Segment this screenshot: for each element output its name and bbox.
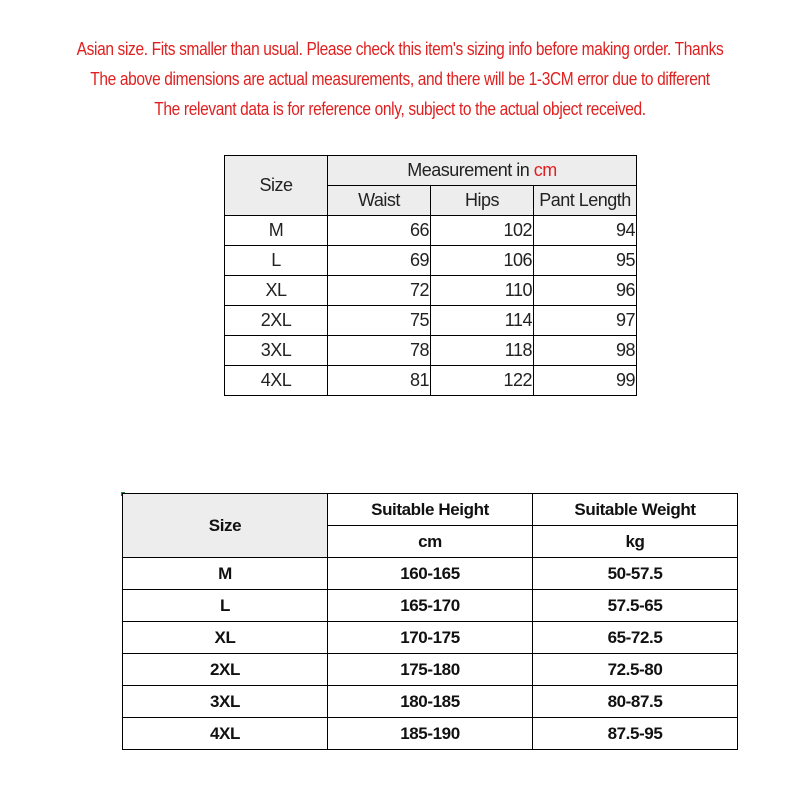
weight-cell: 72.5-80 (533, 654, 738, 686)
table-row (123, 686, 738, 718)
length-cell: 96 (534, 276, 637, 306)
hips-cell: 114 (431, 306, 534, 336)
table-row (123, 654, 738, 686)
length-cell: 94 (534, 216, 637, 246)
suitable-size-table (122, 493, 738, 750)
height-cell: 170-175 (328, 622, 533, 654)
waist-cell: 72 (328, 276, 431, 306)
size-cell: M (123, 558, 328, 590)
length-cell: 97 (534, 306, 637, 336)
weight-cell: 57.5-65 (533, 590, 738, 622)
suitable-weight-header: Suitable Weight (533, 494, 738, 526)
size-header: Size (123, 494, 328, 558)
table-row (225, 216, 637, 246)
length-cell: 98 (534, 336, 637, 366)
weight-cell: 80-87.5 (533, 686, 738, 718)
waist-cell: 81 (328, 366, 431, 396)
size-cell: L (225, 246, 328, 276)
size-cell: XL (225, 276, 328, 306)
size-cell: M (225, 216, 328, 246)
height-cell: 185-190 (328, 718, 533, 750)
height-unit: cm (328, 526, 533, 558)
hips-cell: 122 (431, 366, 534, 396)
size-cell: XL (123, 622, 328, 654)
table-row (225, 306, 637, 336)
table-header-row (123, 494, 738, 526)
length-cell: 95 (534, 246, 637, 276)
waist-cell: 69 (328, 246, 431, 276)
table-row (123, 622, 738, 654)
waist-cell: 75 (328, 306, 431, 336)
weight-cell: 65-72.5 (533, 622, 738, 654)
height-cell: 180-185 (328, 686, 533, 718)
note-reference-only: The relevant data is for reference only, subject to the actual object received. (154, 99, 646, 119)
table-header-row (225, 156, 637, 186)
weight-cell: 87.5-95 (533, 718, 738, 750)
size-cell: 3XL (123, 686, 328, 718)
waist-cell: 78 (328, 336, 431, 366)
measurement-table (224, 155, 637, 396)
size-header: Size (225, 156, 328, 216)
measurement-group-header (328, 156, 637, 186)
size-cell: 4XL (123, 718, 328, 750)
pant-length-header: Pant Length (534, 186, 637, 216)
waist-header: Waist (328, 186, 431, 216)
measurement-unit: cm (533, 160, 557, 180)
note-measurement-error: The above dimensions are actual measurements, and there will be 1-3CM error due to different (90, 69, 710, 89)
note-asian-size: Asian size. Fits smaller than usual. Please check this item's sizing info before making order. Thanks (76, 39, 724, 59)
measurement-header-label: Measurement in (407, 160, 534, 180)
table-row (225, 366, 637, 396)
table-row (123, 558, 738, 590)
size-cell: 3XL (225, 336, 328, 366)
length-cell: 99 (534, 366, 637, 396)
height-cell: 165-170 (328, 590, 533, 622)
size-cell: 4XL (225, 366, 328, 396)
hips-cell: 106 (431, 246, 534, 276)
waist-cell: 66 (328, 216, 431, 246)
size-cell: 2XL (225, 306, 328, 336)
hips-cell: 110 (431, 276, 534, 306)
hips-header: Hips (431, 186, 534, 216)
table-row (123, 590, 738, 622)
height-cell: 160-165 (328, 558, 533, 590)
sizing-notes (0, 34, 800, 124)
height-cell: 175-180 (328, 654, 533, 686)
size-cell: 2XL (123, 654, 328, 686)
table-row (225, 246, 637, 276)
weight-cell: 50-57.5 (533, 558, 738, 590)
size-cell: L (123, 590, 328, 622)
weight-unit: kg (533, 526, 738, 558)
table-row (225, 336, 637, 366)
hips-cell: 102 (431, 216, 534, 246)
hips-cell: 118 (431, 336, 534, 366)
table-row (225, 276, 637, 306)
table-row (123, 718, 738, 750)
suitable-height-header: Suitable Height (328, 494, 533, 526)
